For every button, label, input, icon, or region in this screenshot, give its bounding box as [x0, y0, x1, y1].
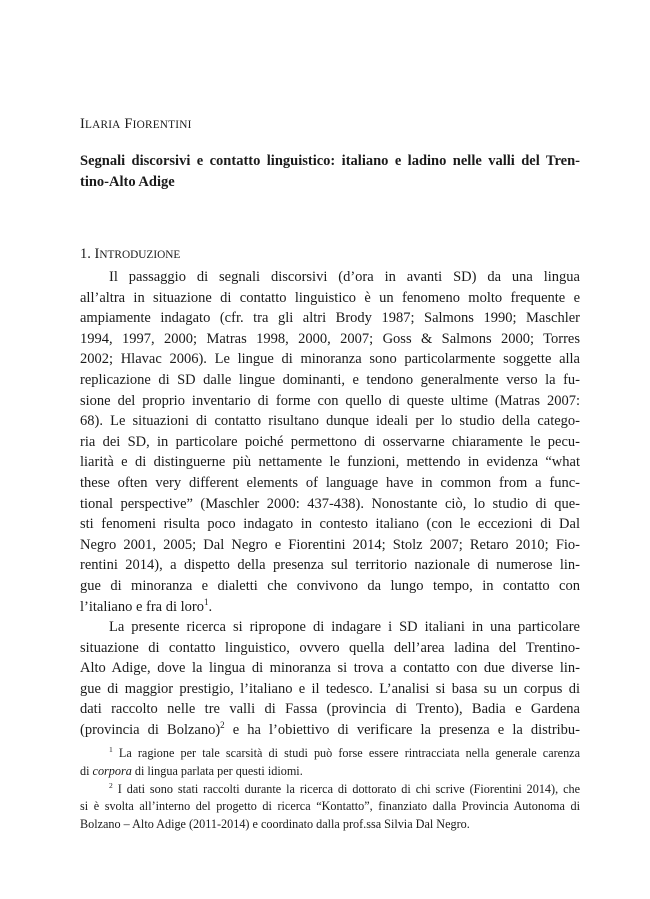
paragraph-line: Negro 2001, 2005; Dal Negro e Fiorentini 2014; Stolz 2007; Retaro 2010; Fio- [80, 536, 580, 553]
paragraph-line: sione del proprio inventario di forme con quello di queste ultime (Matras 2007: [80, 392, 580, 409]
paragraph-line: (provincia di Bolzano)$^2$ e ha l’obiettivo di verificare la presenza e la distribu- [80, 720, 580, 739]
footnote-ref-2[interactable]: 2 [220, 720, 225, 731]
paragraph-line: 2002; Hlavac 2006). Le lingue di minoranza sono particolarmente soggette alla [80, 351, 580, 368]
paragraph-line: La presente ricerca si ripropone di indagare i SD italiani in una particolare [109, 619, 580, 636]
paragraph-line: gue di minoranza e dialetti che convivono da lungo tempo, in contatto con [80, 577, 580, 594]
paragraph-line: l’italiano e fra di loro$^1$. [80, 596, 213, 615]
paragraph-line: situazione di contatto linguistico, ovvero quella dell’area ladina del Trentino- [80, 639, 580, 656]
paragraph-1 [80, 267, 580, 617]
paragraph-line: gue di maggior prestigio, l’italiano e il tedesco. L’analisi si basa su un corpus di [80, 680, 580, 697]
paragraph-line: these often very different elements of language have in common from a func- [80, 474, 580, 491]
paper-title: Segnali discorsivi e contatto linguistico: italiano e ladino nelle valli del Tren- tino-Alto Adige [80, 153, 580, 190]
paragraph-line: ria dei SD, in particolare poiché permettono di osservarne chiaramente le pecu- [80, 433, 580, 450]
section-heading: 1. INTRODUZIONE [80, 246, 181, 262]
paragraph-line: all’altra in situazione di contatto linguistico è un fenomeno molto frequente e [80, 289, 580, 306]
body-text [80, 267, 580, 741]
footnote-ref-1[interactable]: 1 [204, 596, 209, 607]
author-name: ILARIA FIORENTINI [80, 116, 192, 132]
paragraph-line: sti fenomeni risulta poco indagato in contesto italiano (con le eccezioni di Dal [80, 516, 580, 533]
paragraph-line: dati raccolto nelle tre valli di Fassa (provincia di Trento), Badia e Gardena [80, 701, 580, 718]
paragraph-line: 1994, 1997, 2000; Matras 1998, 2000, 2007; Goss & Salmons 2000; Torres [80, 330, 580, 347]
paragraph-line: ampiamente indagato (cfr. tra gli altri Brody 1987; Salmons 1990; Maschler [80, 310, 580, 327]
paragraph-line: liarità e di distinguerne più nettamente le funzioni, mettendo in evidenza “what [80, 454, 580, 471]
paragraph-line: tional perspective” (Maschler 2000: 437-438). Nonostante ciò, lo studio di que- [80, 495, 580, 512]
paragraph-2 [80, 617, 580, 741]
footnotes [80, 745, 580, 834]
paragraph-line: 68). Le situazioni di contatto risultano dunque ideali per lo studio della catego- [80, 413, 580, 430]
footnote-2: $^2$ I dati sono stati raccolti durante la ricerca di dottorato di chi scrive (Fiorentini 2014), che si è svolta all’interno del progetto di ricerca “Kontatto”, finanziato dalla Provincia Autonoma di Bolzano – Alto Adige (2011-2014) e coordinato dalla prof.ssa Silvia Dal Negro. [80, 780, 580, 832]
paragraph-line: rentini 2014), a dispetto della presenza sul territorio nazionale di numerose lin- [80, 557, 580, 574]
footnote-1: $^1$ La ragione per tale scarsità di studi può forse essere rintracciata nella generale carenza di corpora di lingua parlata per questi idiomi. [80, 744, 580, 778]
paragraph-line: replicazione di SD dalle lingue dominanti, e tendono generalmente verso la fu- [80, 371, 580, 388]
paragraph-line: Alto Adige, dove la lingua di minoranza si trova a contatto con due diverse lin- [80, 660, 580, 677]
paragraph-line: Il passaggio di segnali discorsivi (d’ora in avanti SD) da una lingua [109, 269, 580, 285]
